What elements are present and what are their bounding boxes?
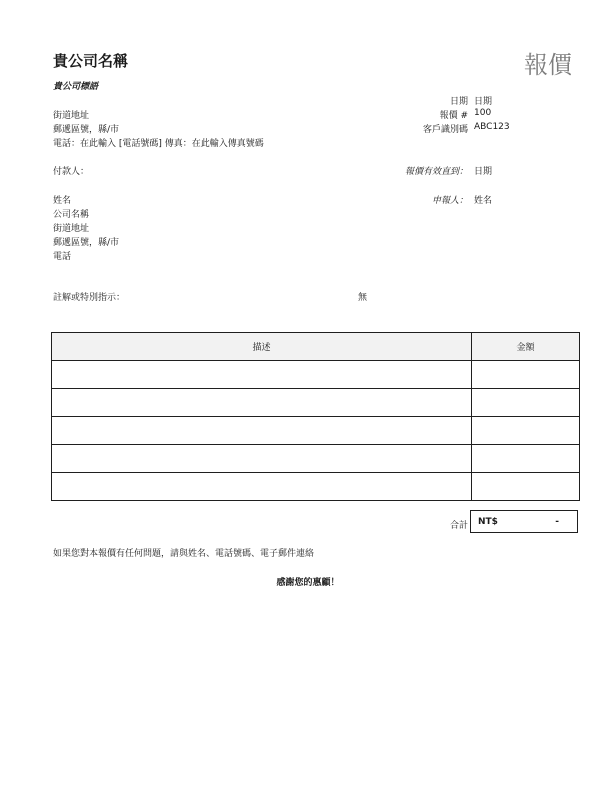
notes-value: 無 — [358, 293, 368, 303]
company-phone-fax: 電話：在此輸入 [電話號碼] 傳真：在此輸入傳真號碼 — [53, 139, 264, 149]
payer-street: 街道地址 — [53, 224, 90, 234]
date-value: 日期 — [474, 97, 493, 107]
amount-cell[interactable] — [472, 445, 580, 473]
description-cell[interactable] — [52, 473, 472, 501]
company-name: 貴公司名稱 — [53, 52, 129, 70]
quote-number-label: 報價 # — [439, 111, 468, 121]
payer-name: 姓名 — [53, 196, 72, 206]
table-row — [52, 417, 580, 445]
total-amount: - — [555, 517, 559, 527]
table-row — [52, 361, 580, 389]
amount-column-header: 金額 — [472, 333, 580, 361]
table-header-row — [52, 333, 580, 361]
line-items-table — [51, 332, 580, 501]
quote-number-value: 100 — [474, 108, 492, 118]
valid-until-label: 報價有效直到： — [404, 167, 468, 177]
table-row — [52, 389, 580, 417]
description-column-header: 描述 — [52, 333, 472, 361]
description-cell[interactable] — [52, 361, 472, 389]
total-box — [470, 510, 578, 533]
prepared-by-value: 姓名 — [474, 196, 493, 206]
total-label: 合計 — [449, 521, 468, 531]
customer-id-value: ABC123 — [474, 122, 510, 132]
amount-cell[interactable] — [472, 361, 580, 389]
payer-company: 公司名稱 — [53, 210, 90, 220]
prepared-by-label: 申報人： — [431, 196, 468, 206]
thank-you-note: 感謝您的惠顧！ — [276, 578, 340, 588]
document-title: 報價 — [524, 51, 572, 79]
table-row — [52, 473, 580, 501]
notes-label: 註解或特別指示： — [53, 293, 126, 303]
company-slogan: 貴公司標語 — [53, 82, 99, 92]
valid-until-value: 日期 — [474, 167, 493, 177]
description-cell[interactable] — [52, 445, 472, 473]
amount-cell[interactable] — [472, 389, 580, 417]
company-street: 街道地址 — [53, 111, 90, 121]
description-cell[interactable] — [52, 417, 472, 445]
amount-cell[interactable] — [472, 473, 580, 501]
payer-phone: 電話 — [53, 252, 72, 262]
company-postal-city: 郵遞區號，縣/市 — [53, 125, 120, 135]
contact-note: 如果您對本報價有任何問題，請與姓名、電話號碼、電子郵件連絡 — [53, 549, 315, 559]
table-row — [52, 445, 580, 473]
payer-postal-city: 郵遞區號，縣/市 — [53, 238, 120, 248]
payer-label: 付款人： — [53, 167, 90, 177]
customer-id-label: 客戶識別碼 — [422, 125, 468, 135]
date-label: 日期 — [449, 97, 468, 107]
description-cell[interactable] — [52, 389, 472, 417]
total-currency: NT$ — [478, 517, 498, 527]
amount-cell[interactable] — [472, 417, 580, 445]
